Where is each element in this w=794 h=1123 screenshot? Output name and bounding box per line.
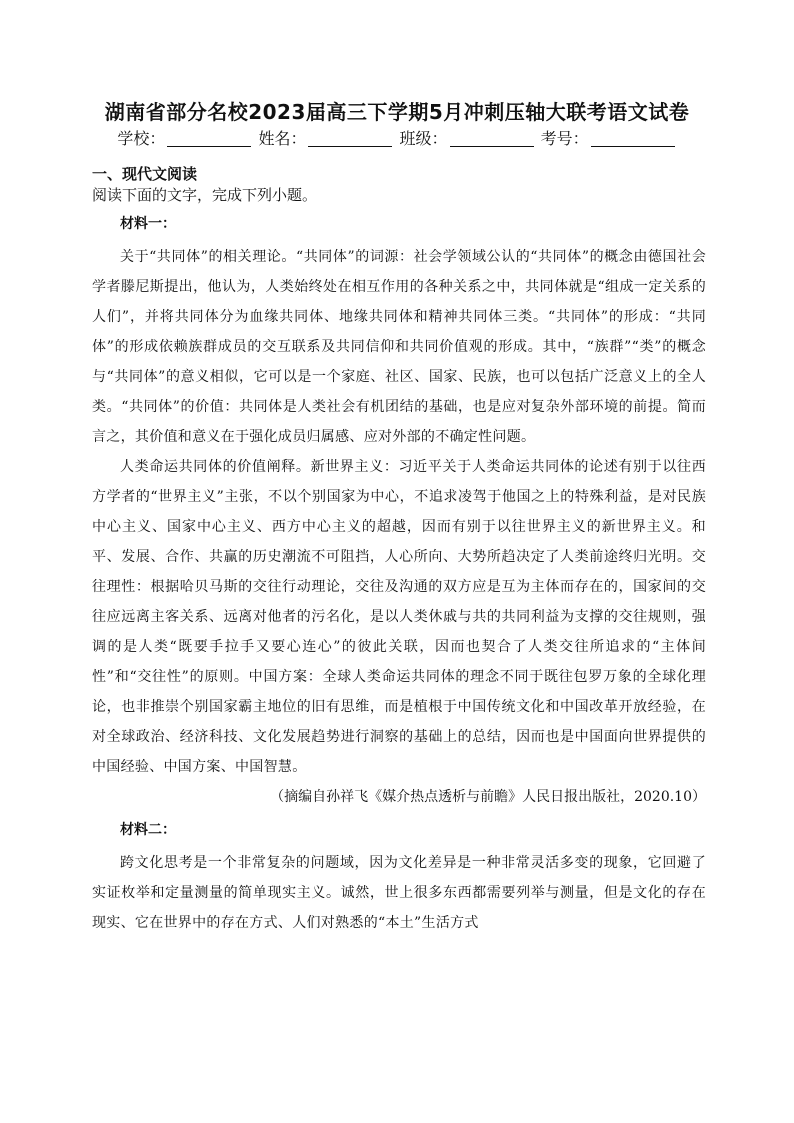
class-label: 班级： (399, 129, 448, 148)
section-heading: 一、现代文阅读 (92, 165, 198, 183)
material-1-paragraph: 关于“共同体”的相关理论。“共同体”的词源：社会学领域公认的“共同体”的概念由德国社会学者滕尼斯提出，他认为，人类始终处在相互作用的各种关系之中，共同体就是“组成一定关系的人们”，并将共同体分为血缘共同体、地缘共同体和精神共同体三类。“共同体”的形成：“共同体”的形成依赖族群成员的交互联系及共同信仰和共同价值观的形成。其中，“族群”“类”的概念与“共同体”的意义相似，它可以是一个家庭、社区、国家、民族，也可以包括广泛意义上的全人类。“共同体”的价值：共同体是人类社会有机团结的基础，也是应对复杂外部环境的前提。简而言之，其价值和意义在于强化成员归属感、应对外部的不确定性问题。 (92, 249, 706, 445)
class-blank (450, 131, 534, 147)
material-2-heading: 材料二： (120, 822, 176, 838)
material-1-heading: 材料一： (120, 216, 176, 232)
exam-number-blank (591, 131, 675, 147)
material-1-paragraph: 人类命运共同体的价值阐释。新世界主义：习近平关于人类命运共同体的论述有别于以往西方学者的“世界主义”主张，不以个别国家为中心，不追求凌驾于他国之上的特殊利益，是对民族中心主义、国家中心主义、西方中心主义的超越，因而有别于以往世界主义的新世界主义。和平、发展、合作、共赢的历史潮流不可阻挡，人心所向、大势所趋决定了人类前途终归光明。交往理性：根据哈贝马斯的交往行动理论，交往及沟通的双方应是互为主体而存在的，国家间的交往应远离主客关系、远离对他者的污名化，是以人类休戚与共的共同利益为支撑的交往规则，强调的是人类“既要手拉手又要心连心”的彼此关联，因而也契合了人类交往所追求的“主体间性”和“交往性”的原则。中国方案：全球人类命运共同体的理念不同于既往包罗万象的全球化理论，也非推崇个别国家霸主地位的旧有思维，而是植根于中国传统文化和中国改革开放经验，在对全球政治、经济科技、文化发展趋势进行洞察的基础上的总结，因而也是中国面向世界提供的中国经验、中国方案、中国智慧。 (92, 459, 706, 775)
exam-number-label: 考号： (540, 129, 589, 148)
exam-title: 湖南省部分名校2023届高三下学期5月冲刺压轴大联考语文试卷 (104, 100, 690, 124)
material-2-paragraph: 跨文化思考是一个非常复杂的问题域，因为文化差异是一种非常灵活多变的现象，它回避了实证枚举和定量测量的简单现实主义。诚然，世上很多东西都需要列举与测量，但是文化的存在现实、它在世界中的存在方式、人们对熟悉的“本土”生活方式 (92, 855, 706, 931)
reading-section (92, 164, 706, 938)
school-label: 学校： (117, 129, 166, 148)
student-info-line (0, 126, 794, 149)
material-1-source: （摘编自孙祥飞《媒介热点透析与前瞻》人民日报出版社，2020.10） (270, 789, 706, 805)
name-blank (308, 131, 392, 147)
name-label: 姓名： (258, 129, 307, 148)
section-instruction: 阅读下面的文字，完成下列小题。 (92, 186, 318, 204)
school-blank (167, 131, 251, 147)
